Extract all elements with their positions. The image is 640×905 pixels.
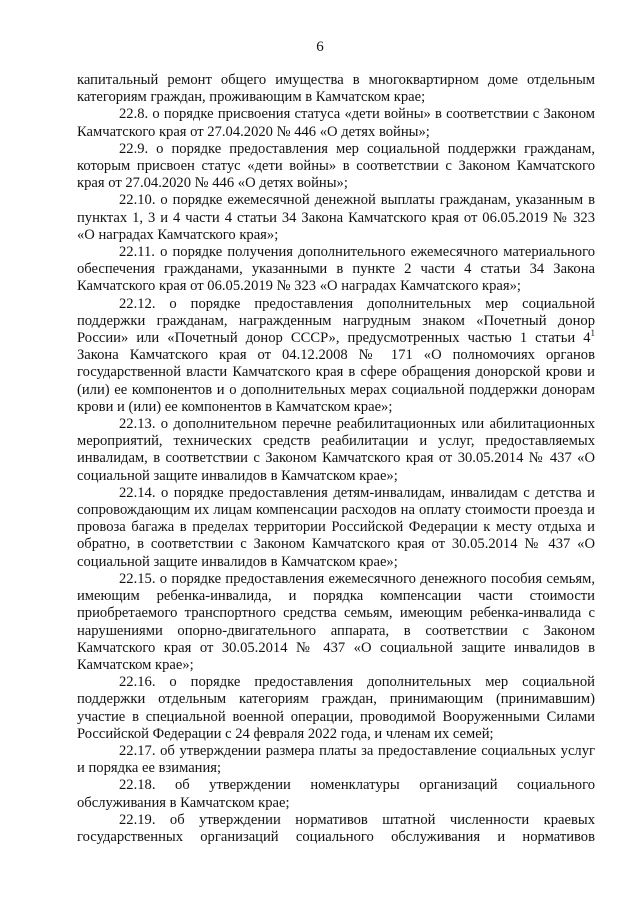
paragraph-22-9: 22.9. о порядке предоставления мер социальной поддержки гражданам, которым присвоен статус «дети войны» в соответствии с Законом Камчатского края от 27.04.2020 № 446 «О детях войны»; [77, 140, 595, 192]
paragraph-22-18: 22.18. об утверждении номенклатуры организаций социального обслуживания в Камчатском крае; [77, 777, 595, 811]
paragraph-22-8: 22.8. о порядке присвоения статуса «дети войны» в соответствии с Законом Камчатского края от 27.04.2020 № 446 «О детях войны»; [77, 106, 595, 140]
document-body [77, 72, 595, 846]
page-number: 6 [316, 39, 324, 55]
paragraph-22-11: 22.11. о порядке получения дополнительного ежемесячного материального обеспечения гражданами, указанными в пункте 2 части 4 статьи 34 Закона Камчатского края от 06.05.2019 № 323 «О наградах Камчатского края»; [77, 244, 595, 295]
superscript-index: 1 [590, 328, 595, 339]
paragraph-22-15: 22.15. о порядке предоставления ежемесячного денежного пособия семьям, имеющим ребенка-инвалида, и порядка компенсации части стоимости приобретаемого транспортного средства семьям, имеющим ребенка-инвалида с нарушениями опорно-двигательного аппарата, в соответствии с Законом Камчатского края от 30.05.2014 № 437 «О социальной защите инвалидов в Камчатском крае»; [77, 570, 595, 673]
paragraph-continuation: капитальный ремонт общего имущества в многоквартирном доме отдельным категориям граждан, проживающим в Камчатском крае; [77, 72, 595, 106]
paragraph-22-10: 22.10. о порядке ежемесячной денежной выплаты гражданам, указанным в пунктах 1, 3 и 4 части 4 статьи 34 Закона Камчатского края от 06.05.2019 № 323 «О наградах Камчатского края»; [77, 192, 595, 243]
paragraph-22-19: 22.19. об утверждении нормативов штатной численности краевых государственных организаций социального обслуживания и нормативов [77, 811, 595, 845]
paragraph-22-12-text-end: Закона Камчатского края от 04.12.2008 № 171 «О полномочиях органов государственной власти Камчатского края в сфере обращения донорской крови и (или) ее компонентов и о дополнительных мерах социальной поддержки донорам крови и (или) ее компонентов в Камчатском крае»; [77, 347, 595, 415]
paragraph-22-14: 22.14. о порядке предоставления детям-инвалидам, инвалидам с детства и сопровождающим их лицам компенсации расходов на оплату стоимости проезда и провоза багажа в пределах территории Российской Федерации к месту отдыха и обратно, в соответствии с Законом Камчатского края от 30.05.2014 № 437 «О социальной защите инвалидов в Камчатском крае»; [77, 484, 595, 570]
paragraph-22-17: 22.17. об утверждении размера платы за предоставление социальных услуг и порядка ее взимания; [77, 742, 595, 777]
paragraph-22-12-text-start: 22.12. о порядке предоставления дополнительных мер социальной поддержки гражданам, награжденным нагрудным знаком «Почетный донор России» или «Почетный донор СССР», предусмотренных частью 1 статьи 4 [77, 295, 595, 347]
paragraph-22-12 [77, 296, 595, 416]
paragraph-22-16: 22.16. о порядке предоставления дополнительных мер социальной поддержки отдельным категориям граждан, принимающим (принимавшим) участие в специальной военной операции, проводимой Вооруженными Силами Российской Федерации с 24 февраля 2022 года, и членам их семей; [77, 674, 595, 742]
paragraph-22-13: 22.13. о дополнительном перечне реабилитационных или абилитационных мероприятий, технических средств реабилитации и услуг, предоставляемых инвалидам, в соответствии с Законом Камчатского края от 30.05.2014 № 437 «О социальной защите инвалидов в Камчатском крае»; [77, 416, 595, 484]
